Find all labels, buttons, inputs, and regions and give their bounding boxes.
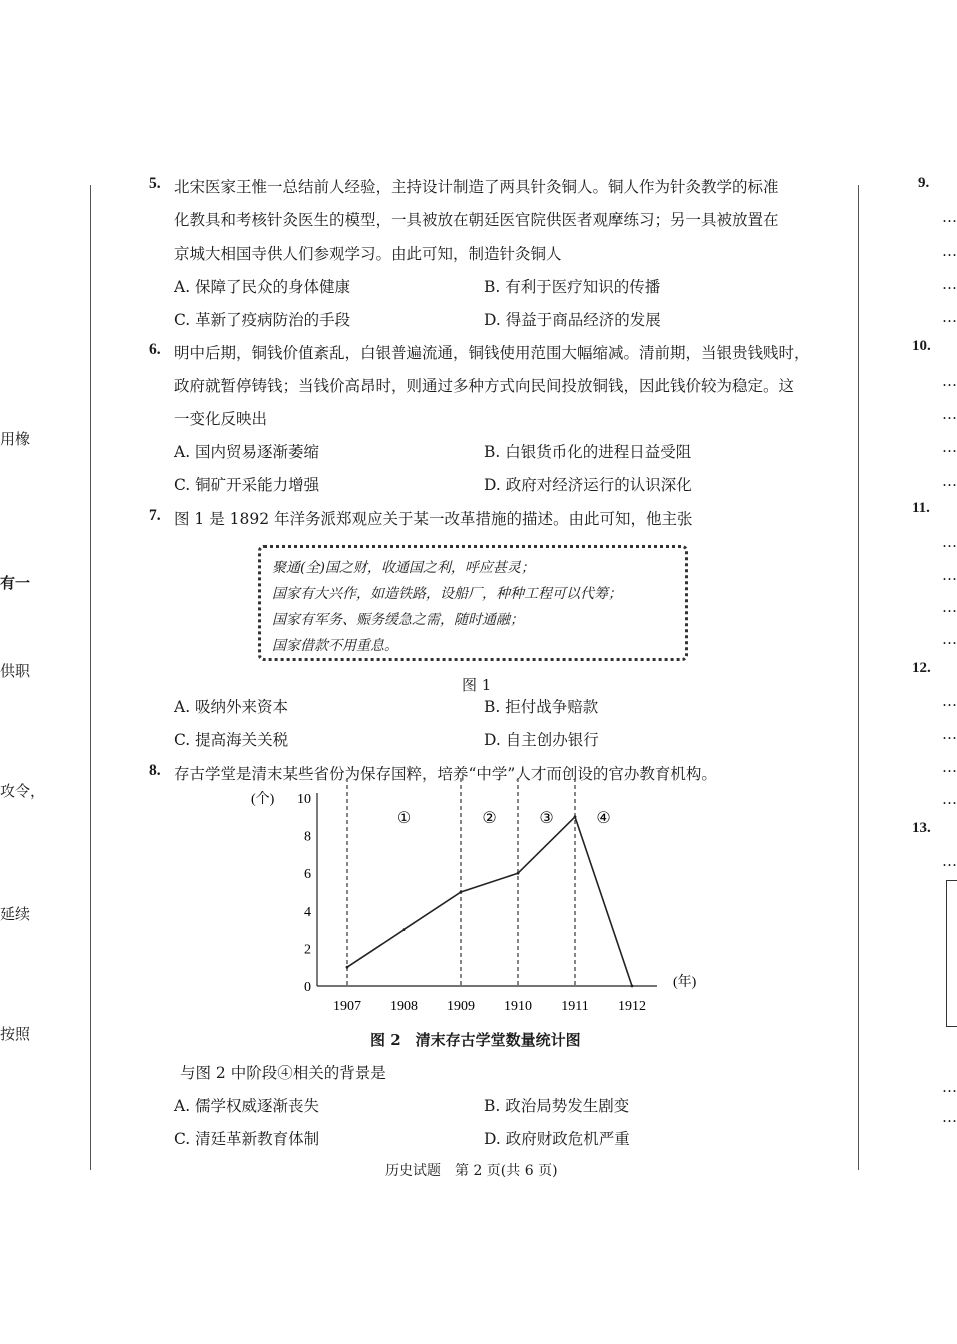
quote-line: 国家有军务、赈务缓急之需，随时通融； [272,612,524,628]
question-6-number: 6. [149,341,161,358]
x-tick-label: 1910 [504,999,532,1014]
option-5d[interactable]: D. 得益于商品经济的发展 [484,311,661,329]
right-margin-rule [858,185,859,1170]
right-question-number: 11. [912,500,930,516]
option-7d[interactable]: D. 自主创办银行 [484,731,599,749]
question-8-prompt: 与图 2 中阶段④相关的背景是 [180,1064,386,1082]
option-5b[interactable]: B. 有利于医疗知识的传播 [484,278,661,296]
data-point [517,872,520,875]
right-fragment: … [942,790,957,808]
right-fragment: … [942,438,957,456]
series-line [347,817,632,986]
y-tick-label: 0 [304,980,311,995]
right-fragment: … [942,472,957,490]
option-5a[interactable]: A. 保障了民众的身体健康 [174,278,351,296]
right-fragment: … [942,598,957,616]
x-axis-label: (年) [673,975,697,990]
option-6b[interactable]: B. 白银货币化的进程日益受阻 [484,443,692,461]
question-8-number: 8. [149,762,161,779]
option-8c[interactable]: C. 清廷革新教育体制 [174,1130,320,1148]
left-fragment: 用橡 [0,430,31,448]
data-point [346,966,349,969]
option-5c[interactable]: C. 革新了疫病防治的手段 [174,311,351,329]
right-fragment: … [942,308,957,326]
option-7a[interactable]: A. 吸纳外来资本 [174,698,289,716]
right-fragment: … [942,725,957,743]
left-fragment: 供职 [0,662,31,680]
stage-label: ① [396,809,412,827]
question-8-stem: 存古学堂是清末某些省份为保存国粹，培养“中学”人才而创设的官办教育机构。 [174,765,717,783]
x-tick-label: 1907 [333,999,361,1014]
question-6-stem: 政府就暂停铸钱；当钱价高昂时，则通过多种方式向民间投放铜钱，因此钱价较为稳定。这 [174,377,795,395]
option-6a[interactable]: A. 国内贸易逐渐萎缩 [174,443,320,461]
question-5-stem: 京城大相国寺供人们参观学习。由此可知，制造针灸铜人 [174,245,562,263]
stage-label: ③ [539,809,554,827]
left-fragment: 有一 [0,574,31,592]
left-fragment: 按照 [0,1025,31,1043]
y-tick-label: 10 [297,792,311,807]
stage-label: ② [482,809,497,827]
right-fragment: … [942,566,957,584]
right-fragment: … [942,208,957,226]
question-6-stem: 一变化反映出 [174,410,268,428]
option-8b[interactable]: B. 政治局势发生剧变 [484,1097,630,1115]
page-footer: 历史试题 第 2 页(共 6 页) [385,1163,558,1179]
right-fragment: … [942,852,957,870]
quote-line: 国家借款不用重息。 [272,638,398,654]
question-7-stem: 图 1 是 1892 年洋务派郑观应关于某一改革措施的描述。由此可知，他主张 [174,510,693,528]
right-fragment: … [942,758,957,776]
right-fragment: … [942,1078,957,1096]
right-question-number: 9. [918,175,930,191]
question-5-number: 5. [149,175,161,192]
option-8a[interactable]: A. 儒学权威逐渐丧失 [174,1097,320,1115]
right-fragment: … [942,1108,957,1126]
right-question-number: 12. [912,660,931,676]
right-fragment: … [942,533,957,551]
option-8d[interactable]: D. 政府财政危机严重 [484,1130,630,1148]
right-question-number: 10. [912,338,931,354]
data-point [403,928,406,931]
right-fragment: … [942,405,957,423]
y-tick-label: 6 [304,867,311,883]
left-fragment: 延续 [0,905,31,923]
right-fragment: … [942,372,957,390]
question-5-stem: 化教具和考核针灸医生的模型，一具被放在朝廷医官院供医者观摩练习；另一具被放置在 [174,211,779,229]
stage-label: ④ [596,809,611,827]
right-fragment: … [942,630,957,648]
right-figure-box-edge [946,880,957,1027]
right-question-number: 13. [912,820,931,836]
x-tick-label: 1908 [390,999,418,1014]
y-tick-label: 8 [304,829,311,845]
option-7b[interactable]: B. 拒付战争赔款 [484,698,599,716]
right-fragment: … [942,692,957,710]
option-6d[interactable]: D. 政府对经济运行的认识深化 [484,476,692,494]
question-5-stem: 北宋医家王惟一总结前人经验，主持设计制造了两具针灸铜人。铜人作为针灸教学的标准 [174,178,779,196]
data-point [574,815,577,818]
x-tick-label: 1912 [618,999,646,1014]
question-6-stem: 明中后期，铜钱价值紊乱，白银普遍流通，铜钱使用范围大幅缩减。清前期，当银贵钱贱时， [174,344,810,362]
data-point [631,985,634,988]
left-margin-rule [90,185,91,1170]
y-axis-label: (个) [251,792,275,807]
x-tick-label: 1911 [561,999,589,1014]
data-point [460,891,463,894]
x-tick-label: 1909 [447,999,475,1014]
figure-1-label: 图 1 [462,676,492,694]
option-6c[interactable]: C. 铜矿开采能力增强 [174,476,320,494]
option-7c[interactable]: C. 提高海关关税 [174,731,289,749]
y-tick-label: 2 [304,942,311,958]
figure-2-caption: 图 2 清末存古学堂数量统计图 [370,1031,581,1049]
question-7-number: 7. [149,507,161,524]
right-fragment: … [942,275,957,293]
right-fragment: … [942,242,957,260]
left-fragment: 攻令， [0,782,46,800]
quote-line: 聚通(全)国之财，收通国之利，呼应甚灵； [272,560,535,576]
quote-line: 国家有大兴作，如造铁路，设船厂，种种工程可以代筹； [272,586,622,602]
school-count-line-chart [245,790,725,1040]
y-tick-label: 4 [304,904,311,920]
